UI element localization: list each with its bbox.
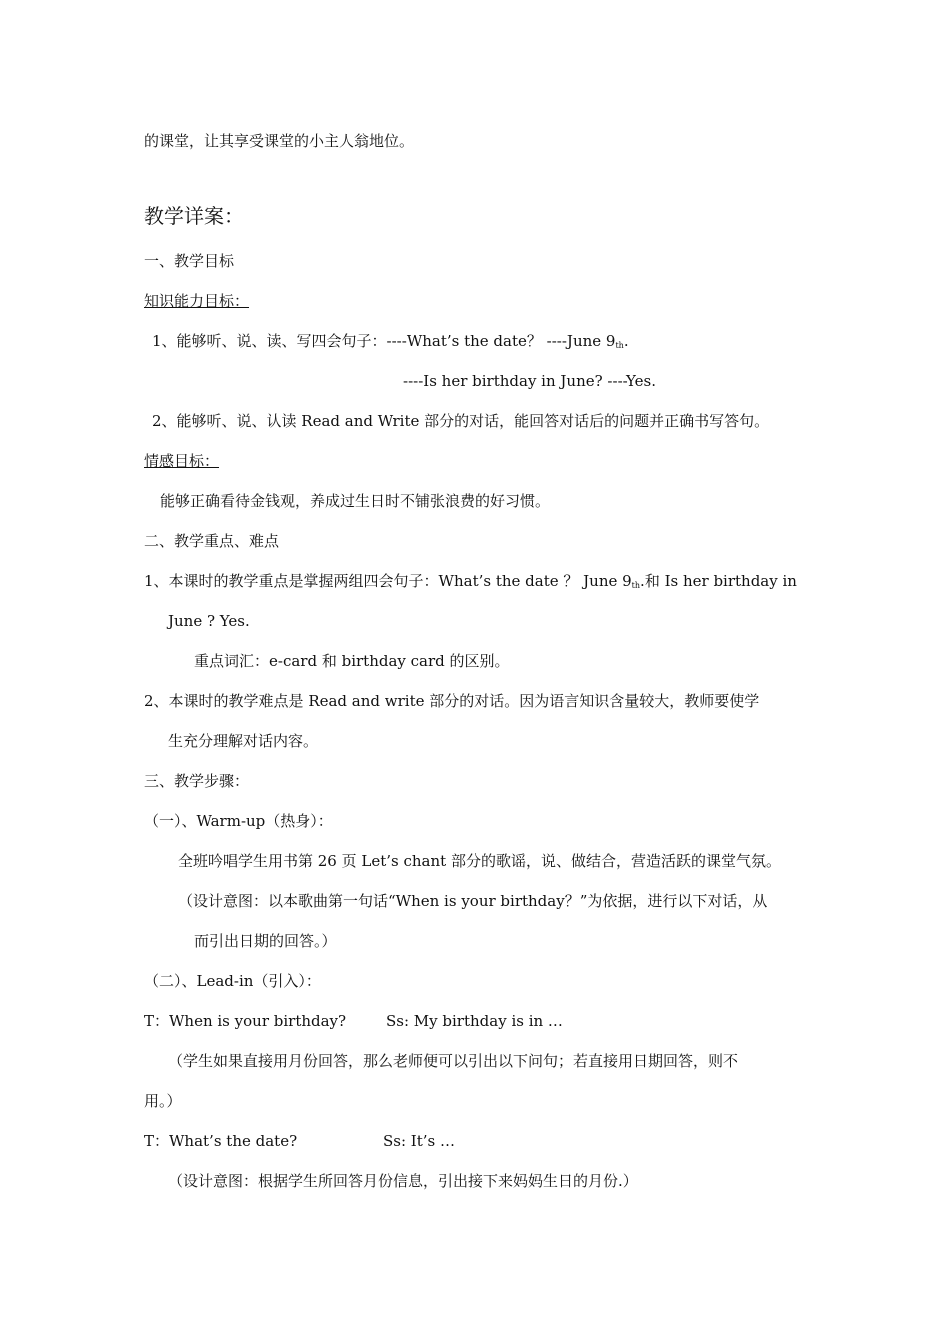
- text-line: 生充分理解对话内容。: [168, 732, 319, 750]
- superscript: th: [615, 341, 624, 350]
- dialog-students: Ss: It’s …: [383, 1132, 455, 1150]
- text-line: 用。）: [144, 1092, 182, 1110]
- text-line: （学生如果直接用月份回答，那么老师便可以引出以下问句；若直接用日期回答，则不: [168, 1052, 739, 1070]
- text-line: （设计意图：以本歌曲第一句话“When is your birthday？”为依据，进行以下对话，从: [178, 892, 768, 910]
- text-line: 能够正确看待金钱观，养成过生日时不铺张浪费的好习惯。: [160, 492, 551, 510]
- section-title: 一、教学目标: [144, 252, 235, 270]
- text-line: （设计意图：根据学生所回答月份信息，引出接下来妈妈生日的月份.）: [168, 1172, 638, 1190]
- subsection-title: 知识能力目标：: [144, 292, 250, 310]
- text-segment: .: [623, 332, 629, 350]
- text-line: 而引出日期的回答。）: [194, 932, 337, 950]
- text-line: [144, 571, 797, 596]
- text-line: ----Is her birthday in June? ----Yes.: [403, 372, 657, 390]
- text-line: [152, 331, 629, 356]
- text-line: 重点词汇：e-card 和 birthday card 的区别。: [194, 652, 510, 670]
- text-segment: 1、能够听、说、读、写四会句子：----What’s the date？ ----June 9: [152, 332, 616, 350]
- dialog-students: Ss: My birthday is in …: [386, 1012, 563, 1030]
- text-segment: .和 Is her birthday in: [640, 572, 797, 590]
- text-line: 的课堂，让其享受课堂的小主人翁地位。: [144, 132, 415, 150]
- text-line: 全班吟唱学生用书第 26 页 Let’s chant 部分的歌谣，说、做结合，营造活跃的课堂气氛。: [178, 852, 781, 870]
- step-title: （一）、Warm-up（热身）：: [144, 812, 333, 830]
- section-title: 三、教学步骤：: [144, 772, 250, 790]
- text-line: June ? Yes.: [168, 612, 250, 630]
- text-line: 2、能够听、说、认读 Read and Write 部分的对话，能回答对话后的问题并正确书写答句。: [152, 412, 770, 430]
- text-segment: 1、本课时的教学重点是掌握两组四会句子：What’s the date ？ June 9: [144, 572, 632, 590]
- text-line: 2、本课时的教学难点是 Read and write 部分的对话。因为语言知识含量较大，教师要使学: [144, 692, 760, 710]
- superscript: th: [631, 581, 641, 590]
- section-title: 二、教学重点、难点: [144, 532, 280, 550]
- dialog-teacher: T：What’s the date?: [144, 1132, 298, 1150]
- step-title: （二）、Lead-in（引入）：: [144, 972, 321, 990]
- dialog-teacher: T：When is your birthday?: [144, 1012, 347, 1030]
- section-heading: 教学详案：: [144, 204, 244, 228]
- subsection-title: 情感目标：: [144, 452, 220, 470]
